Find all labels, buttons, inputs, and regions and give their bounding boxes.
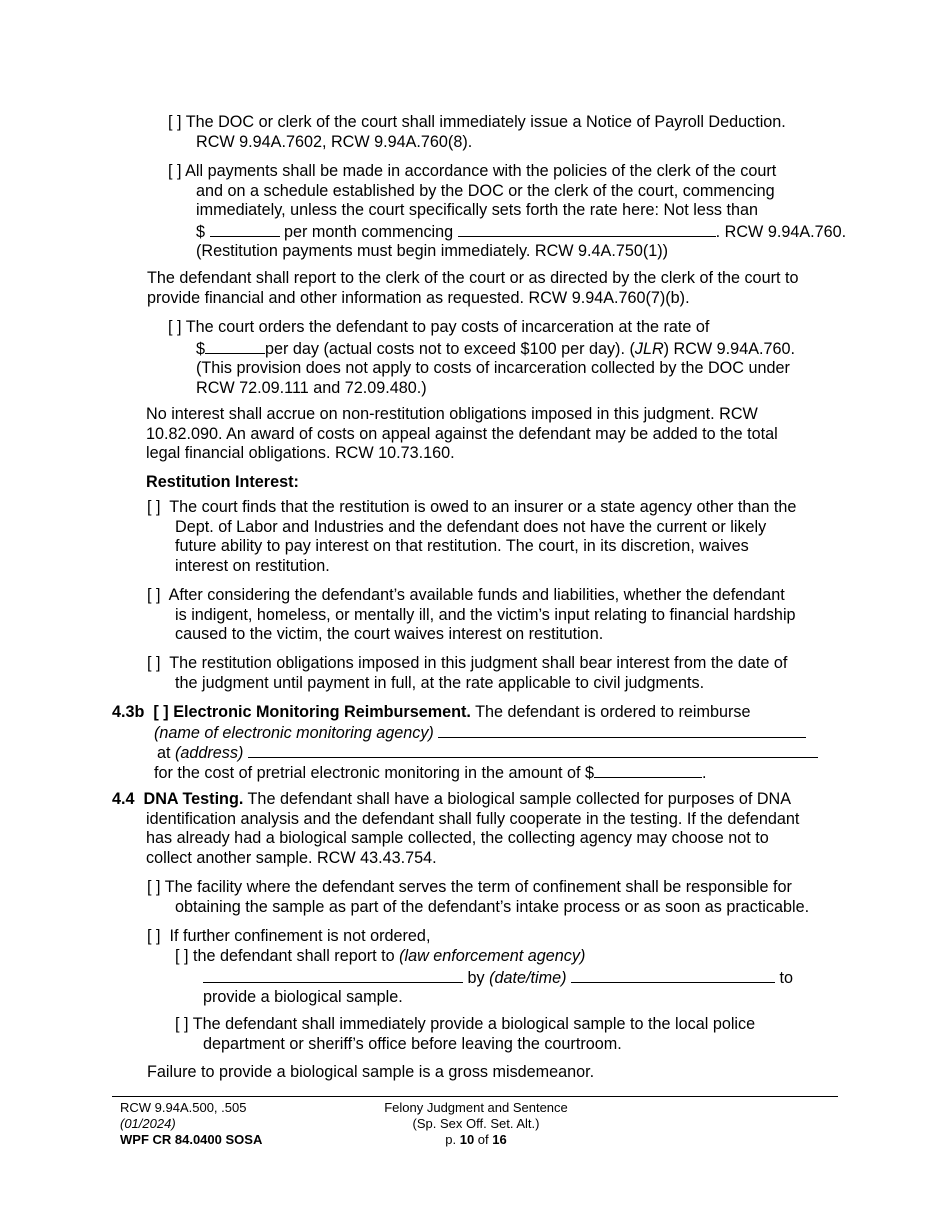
law-agency-label: (law enforcement agency)	[399, 947, 586, 965]
agency-blank[interactable]	[438, 722, 806, 738]
interest-paragraph	[146, 405, 778, 464]
amount-blank[interactable]	[210, 221, 280, 237]
incarceration-text: per day (actual costs not to exceed $100 per day). (	[265, 339, 635, 358]
incarceration-text: The court orders the defendant to pay costs of incarceration at the rate of	[185, 318, 710, 336]
facility-text: obtaining the sample as part of the defendant’s intake process or as soon as practicable.	[175, 897, 810, 916]
option-text: The restitution obligations imposed in this judgment shall bear interest from the date of	[169, 654, 788, 672]
cost-line	[154, 762, 707, 784]
to-text: to	[774, 968, 793, 987]
incarceration-option	[168, 318, 795, 398]
restitution-option-3	[147, 654, 787, 693]
footer-date: (01/2024)	[120, 1116, 176, 1131]
immediate-text: department or sheriff’s office before leaving the courtroom.	[203, 1034, 622, 1053]
page-of: of	[474, 1132, 493, 1147]
address-blank[interactable]	[248, 742, 818, 758]
option-text: caused to the victim, the court waives interest on restitution.	[175, 625, 604, 644]
footer-left	[120, 1100, 262, 1148]
failure-text: Failure to provide a biological sample is a gross misdemeanor.	[147, 1063, 595, 1081]
payroll-option	[168, 113, 786, 152]
footer-rule	[112, 1096, 838, 1097]
jlr-text: JLR	[634, 339, 664, 358]
interest-text: No interest shall accrue on non-restitution obligations imposed in this judgment. RCW	[146, 405, 758, 423]
agency-blank[interactable]	[203, 967, 463, 983]
facility-text: The facility where the defendant serves the term of confinement shall be responsible for	[164, 878, 792, 896]
payments-text: immediately, unless the court specifically sets forth the rate here: Not less than	[196, 201, 759, 220]
commencing-date-blank[interactable]	[458, 221, 716, 237]
period: .	[702, 764, 707, 782]
checkbox[interactable]: [ ]	[147, 878, 161, 896]
datetime-label: (date/time)	[489, 968, 567, 987]
dollar-sign: $	[196, 339, 206, 358]
checkbox[interactable]: [ ]	[168, 162, 182, 180]
agency-label: (name of electronic monitoring agency)	[154, 724, 434, 742]
checkbox[interactable]: [ ]	[147, 927, 161, 945]
total-pages: 16	[492, 1132, 507, 1147]
option-text: is indigent, homeless, or mentally ill, and the victim’s input relating to financial hardship	[175, 605, 796, 624]
cost-text: for the cost of pretrial electronic monitoring in the amount of $	[154, 764, 594, 782]
dollar-sign: $	[196, 222, 206, 241]
immediate-option	[175, 1015, 755, 1054]
dna-text: collect another sample. RCW 43.43.754.	[146, 848, 437, 867]
section-title: DNA Testing.	[143, 790, 244, 808]
interest-text: 10.82.090. An award of costs on appeal against the defendant may be added to the total	[146, 424, 778, 443]
payroll-rcw: RCW 9.94A.7602, RCW 9.94A.760(8).	[196, 132, 473, 151]
footer-subtitle: (Sp. Sex Off. Set. Alt.)	[412, 1116, 540, 1131]
report-paragraph	[147, 269, 798, 308]
footer-form: WPF CR 84.0400 SOSA	[120, 1132, 263, 1147]
checkbox[interactable]: [ ]	[168, 113, 182, 131]
cost-amount-blank[interactable]	[594, 762, 702, 778]
checkbox[interactable]: [ ]	[175, 947, 189, 965]
dna-section	[112, 790, 799, 868]
report-to-text: the defendant shall report to	[193, 947, 400, 965]
further-text: If further confinement is not ordered,	[169, 927, 431, 945]
page-prefix: p.	[445, 1132, 460, 1147]
restitution-option-2	[147, 586, 796, 645]
dna-text: The defendant shall have a biological sample collected for purposes of DNA	[243, 790, 792, 808]
electronic-monitoring-section	[112, 703, 750, 723]
by-text: by	[463, 968, 490, 987]
footer-title: Felony Judgment and Sentence	[384, 1100, 568, 1115]
checkbox[interactable]: [ ]	[168, 318, 182, 336]
option-text: After considering the defendant’s available funds and liabilities, whether the defendant	[168, 586, 785, 604]
address-line	[157, 742, 818, 764]
current-page: 10	[459, 1132, 475, 1147]
payroll-text: The DOC or clerk of the court shall immediately issue a Notice of Payroll Deduction.	[185, 113, 786, 131]
page-number	[336, 1132, 616, 1148]
immediate-text: The defendant shall immediately provide a biological sample to the local police	[192, 1015, 756, 1033]
dna-text: has already had a biological sample collected, the collecting agency may choose not to	[146, 829, 769, 848]
section-text: The defendant is ordered to reimburse	[470, 703, 751, 721]
further-confinement-option	[147, 927, 430, 947]
restitution-option-1	[147, 498, 796, 576]
option-text: the judgment until payment in full, at the rate applicable to civil judgments.	[175, 673, 705, 692]
incarceration-text: (This provision does not apply to costs of incarceration collected by the DOC under	[196, 359, 790, 378]
payments-text: All payments shall be made in accordance with the policies of the clerk of the court	[185, 162, 777, 180]
agency-line	[154, 722, 806, 744]
dna-text: identification analysis and the defendant shall fully cooperate in the testing. If the defendant	[146, 809, 800, 828]
interest-text: legal financial obligations. RCW 10.73.160.	[146, 444, 455, 463]
footer-rcw: RCW 9.94A.500, .505	[120, 1100, 247, 1115]
report-text: The defendant shall report to the clerk of the court or as directed by the clerk of the court to	[147, 269, 799, 287]
section-title: Electronic Monitoring Reimbursement.	[173, 703, 471, 721]
payments-option	[168, 162, 846, 262]
rate-blank[interactable]	[205, 338, 265, 354]
section-number: 4.3b	[112, 703, 145, 721]
provide-text: provide a biological sample.	[203, 988, 403, 1007]
restitution-interest-heading: Restitution Interest:	[146, 473, 299, 491]
checkbox[interactable]: [ ]	[147, 654, 161, 672]
address-label: (address)	[175, 744, 244, 762]
option-text: future ability to pay interest on that restitution. The court, in its discretion, waives	[175, 537, 749, 556]
section-number: 4.4	[112, 790, 135, 808]
incarceration-text: ) RCW 9.94A.760.	[663, 339, 795, 358]
payments-note: (Restitution payments must begin immediately. RCW 9.4A.750(1))	[196, 242, 669, 261]
option-text: interest on restitution.	[175, 556, 330, 575]
option-text: Dept. of Labor and Industries and the defendant does not have the current or likely	[175, 517, 767, 536]
incarceration-text: RCW 72.09.111 and 72.09.480.)	[196, 378, 427, 397]
checkbox[interactable]: [ ]	[175, 1015, 189, 1033]
report-text: provide financial and other information as requested. RCW 9.94A.760(7)(b).	[147, 288, 690, 307]
checkbox[interactable]: [ ]	[153, 703, 169, 721]
datetime-blank[interactable]	[571, 967, 775, 983]
at-label: at	[157, 744, 175, 762]
per-month-text: per month commencing	[284, 222, 454, 241]
option-text: The court finds that the restitution is owed to an insurer or a state agency other than the	[169, 498, 797, 516]
report-to-option	[175, 947, 793, 1008]
checkbox[interactable]: [ ]	[147, 586, 161, 604]
footer-center	[336, 1100, 616, 1148]
payments-text: and on a schedule established by the DOC or the clerk of the court, commencing	[196, 181, 775, 200]
checkbox[interactable]: [ ]	[147, 498, 161, 516]
payments-rcw: . RCW 9.94A.760.	[715, 222, 847, 241]
facility-option	[147, 878, 809, 917]
